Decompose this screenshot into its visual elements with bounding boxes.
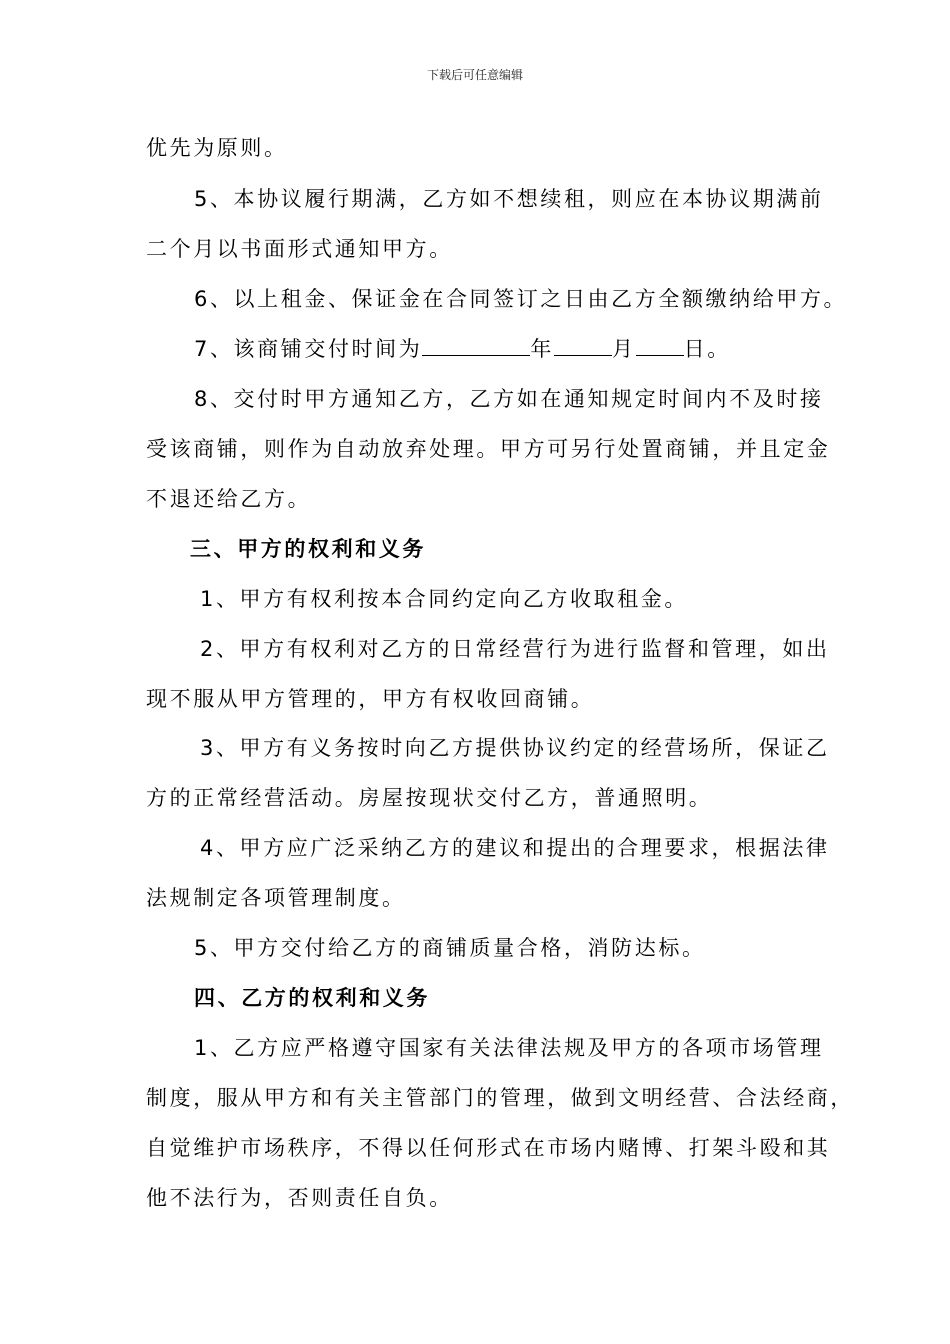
delivery-prefix: 7、该商铺交付时间为 <box>194 337 423 361</box>
paragraph-line: 优先为原则。 <box>146 136 288 160</box>
paragraph-line: 受该商铺，则作为自动放弃处理。甲方可另行处置商铺，并且定金 <box>146 437 831 461</box>
paragraph-line: 6、以上租金、保证金在合同签订之日由乙方全额缴纳给甲方。 <box>194 287 848 311</box>
year-label: 年 <box>530 337 554 361</box>
paragraph-line: 8、交付时甲方通知乙方，乙方如在通知规定时间内不及时接 <box>194 387 824 411</box>
paragraph-line: 制度，服从甲方和有关主管部门的管理，做到文明经营、合法经商， <box>146 1086 854 1110</box>
paragraph-line: 自觉维护市场秩序，不得以任何形式在市场内赌博、打架斗殴和其 <box>146 1136 831 1160</box>
paragraph-line: 5、甲方交付给乙方的商铺质量合格，消防达标。 <box>194 936 706 960</box>
page-header: 下载后可任意编辑 <box>426 68 523 82</box>
delivery-date-line <box>194 335 731 363</box>
section-heading: 三、甲方的权利和义务 <box>190 537 426 561</box>
paragraph-line: 1、乙方应严格遵守国家有关法律法规及甲方的各项市场管理 <box>194 1036 824 1060</box>
month-blank <box>554 335 612 356</box>
paragraph-line: 方的正常经营活动。房屋按现状交付乙方，普通照明。 <box>146 786 713 810</box>
paragraph-line: 二个月以书面形式通知甲方。 <box>146 237 453 261</box>
day-blank <box>636 335 684 356</box>
paragraph-line: 2、甲方有权利对乙方的日常经营行为进行监督和管理，如出 <box>200 637 830 661</box>
paragraph-line: 5、本协议履行期满，乙方如不想续租，则应在本协议期满前 <box>194 187 824 211</box>
paragraph-line: 不退还给乙方。 <box>146 487 312 511</box>
paragraph-line: 4、甲方应广泛采纳乙方的建议和提出的合理要求，根据法律 <box>200 836 830 860</box>
paragraph-line: 他不法行为，否则责任自负。 <box>146 1186 453 1210</box>
paragraph-line: 1、甲方有权利按本合同约定向乙方收取租金。 <box>200 587 688 611</box>
paragraph-line: 现不服从甲方管理的，甲方有权收回商铺。 <box>146 687 595 711</box>
year-blank <box>422 335 530 356</box>
paragraph-line: 3、甲方有义务按时向乙方提供协议约定的经营场所，保证乙 <box>200 736 830 760</box>
month-label: 月 <box>611 337 636 361</box>
paragraph-line: 法规制定各项管理制度。 <box>146 886 406 910</box>
day-label: 日。 <box>683 337 731 361</box>
section-heading: 四、乙方的权利和义务 <box>194 986 430 1010</box>
